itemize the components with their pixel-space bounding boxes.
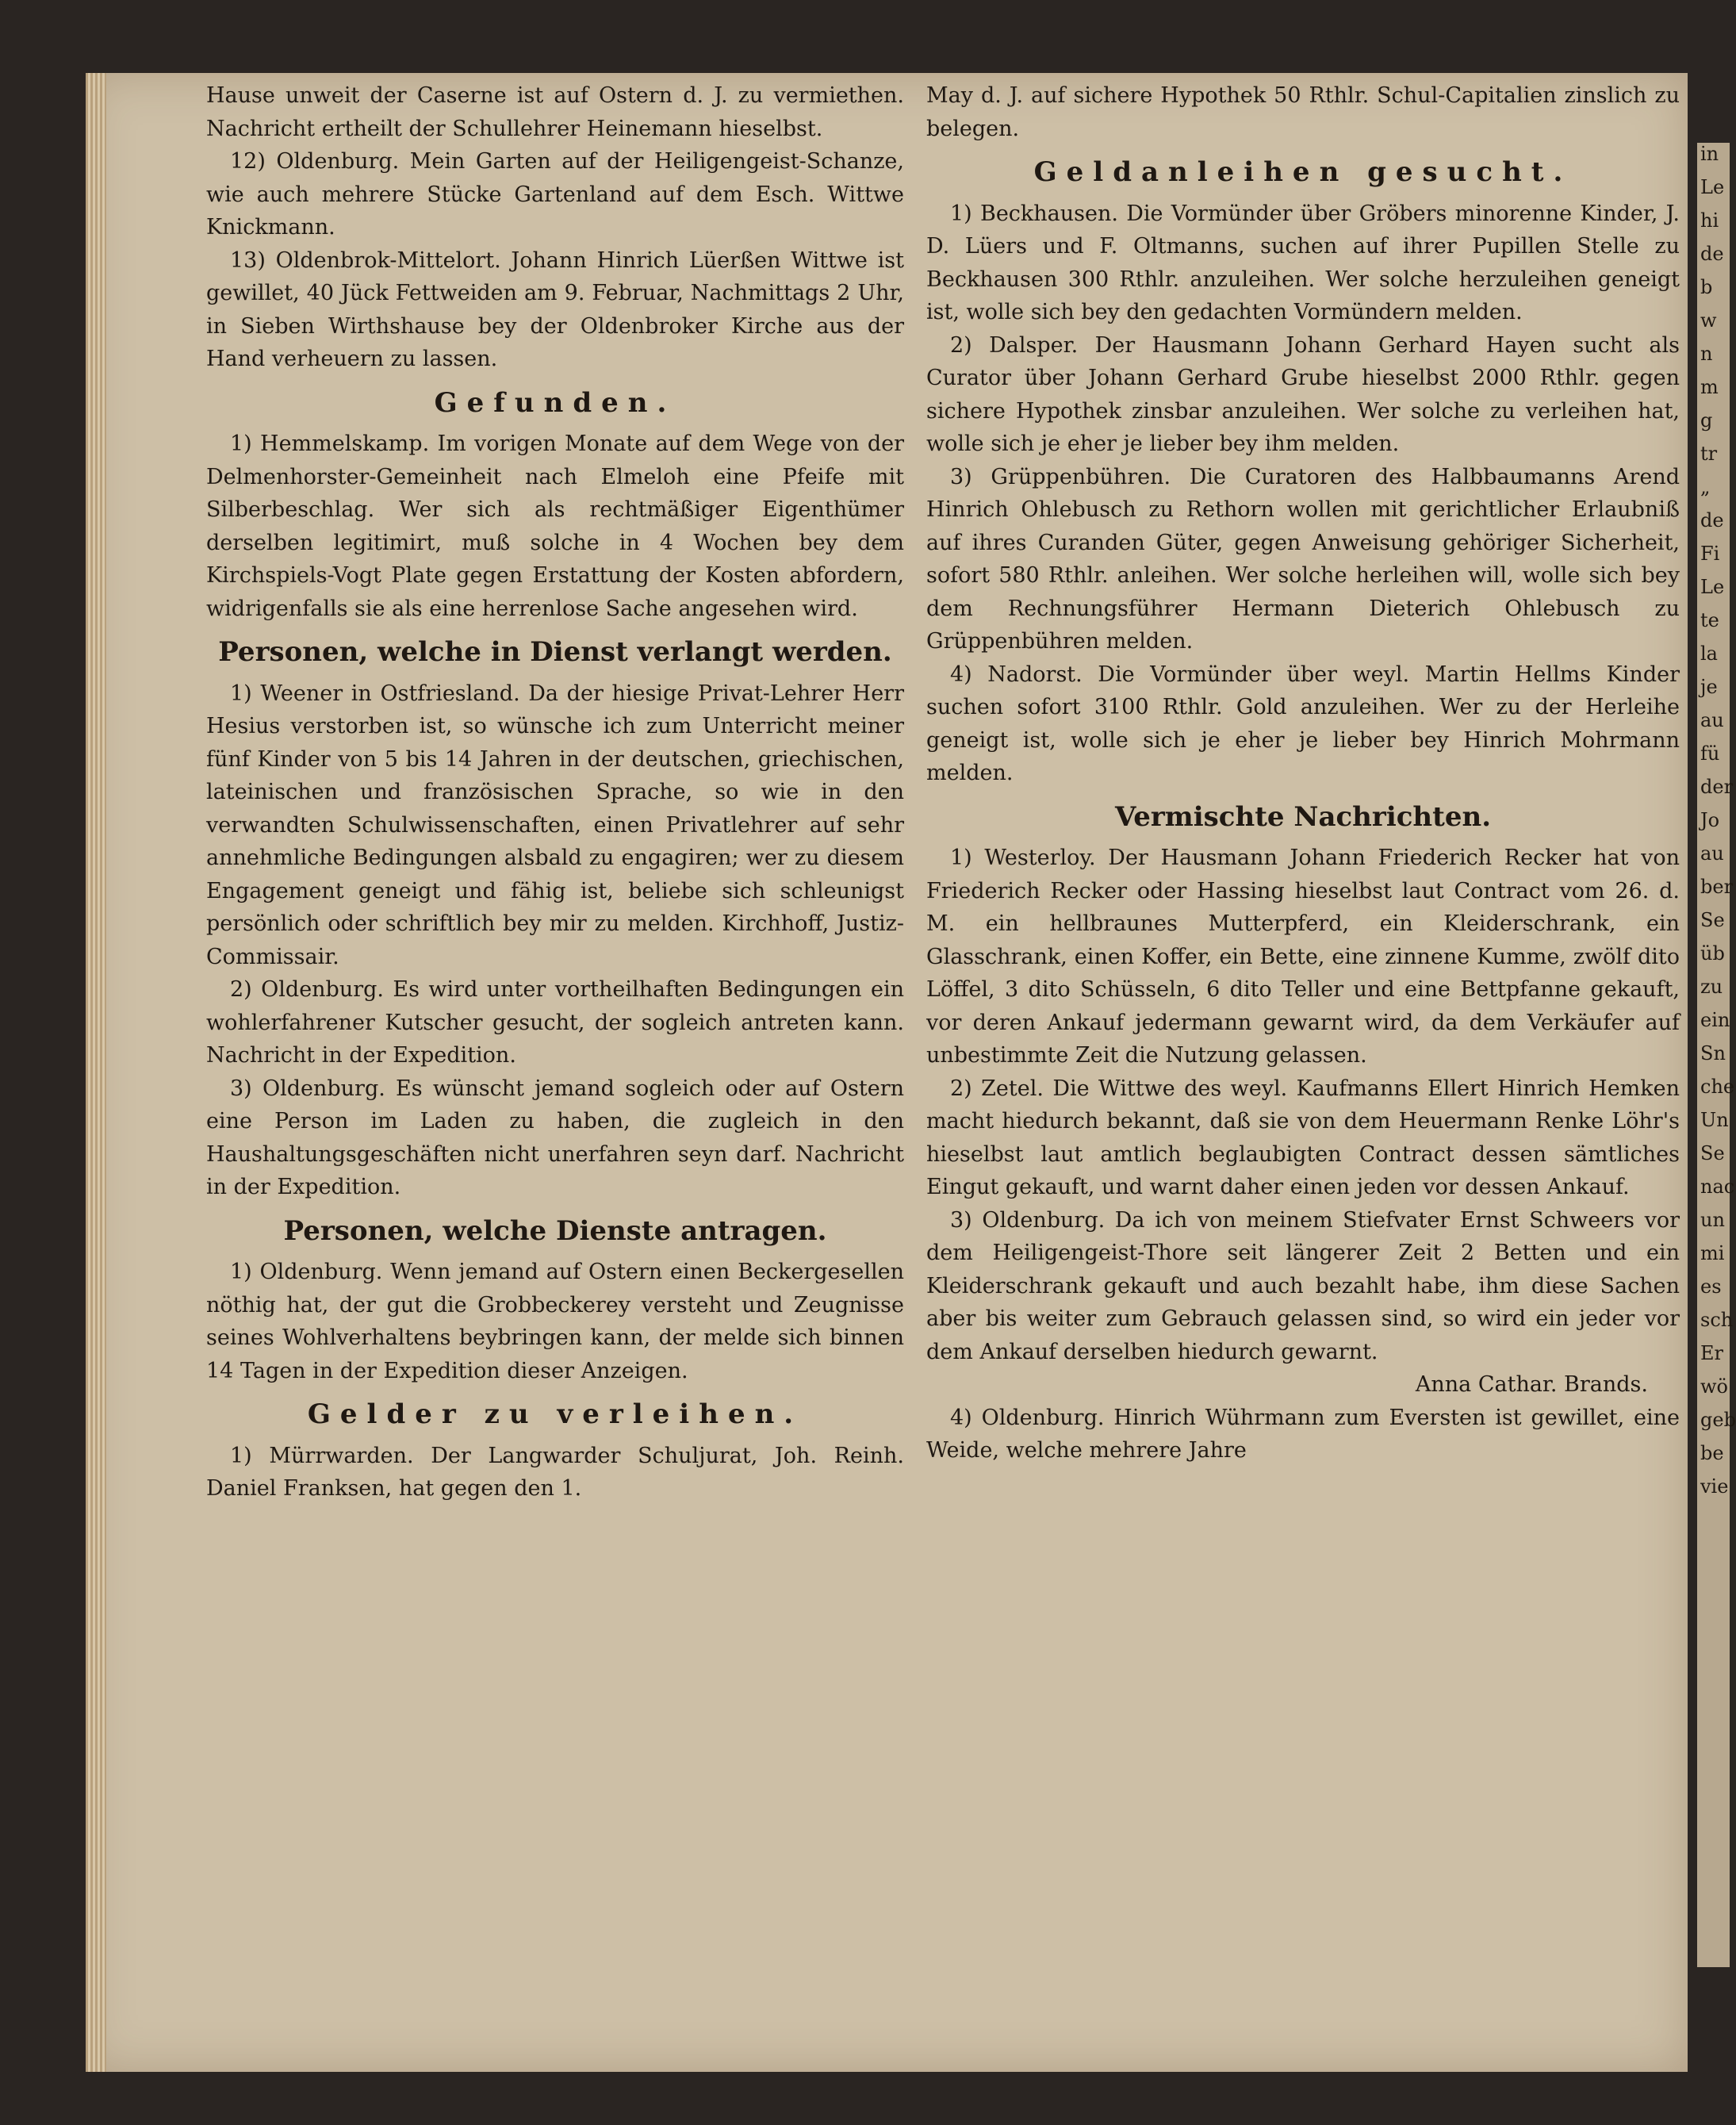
signature: Anna Cathar. Brands.: [1415, 1372, 1648, 1397]
notice-text: 1) Westerloy. Der Hausmann Johann Friederich Recker hat von Friederich Recker oder Hassing hieselbst laut Contract vom 26. d. M. ein hellbraunes Mutterpferd, ein Kleiderschrank, ein Glasschrank, einen Koffer, ein Bette, eine zinnene Kumme, zwölf dito Löffel, 3 dito Schüsseln, 6 dito Teller und eine Bettpfanne gekauft, vor deren Ankauf jedermann gewarnt wird, da dem Verkäufer auf unbestimmte Zeit die Nutzung gelassen.: [926, 846, 1680, 1068]
left-column: [206, 79, 904, 1506]
next-page-fragment: Fi: [1700, 543, 1720, 565]
next-page-fragment: che: [1700, 1076, 1735, 1098]
next-page-fragment: au: [1700, 842, 1724, 865]
next-page-fragment: Le: [1700, 176, 1725, 198]
notice-text: 2) Dalsper. Der Hausmann Johann Gerhard Hayen sucht als Curator über Johann Gerhard Grube hieselbst 2000 Rthlr. gegen sichere Hypothek zinsbar anzuleihen. Wer solche zu verleihen hat, wolle sich je eher je lieber bey ihm melden.: [926, 332, 1680, 456]
notice-text: 13) Oldenbrok-Mittelort. Johann Hinrich Lüerßen Wittwe ist gewillet, 40 Jück Fettweiden am 9. Februar, Nachmittags 2 Uhr, in Sieben Wirthshause bey der Oldenbroker Kirche aus der Hand verheuern zu lassen.: [206, 247, 904, 371]
next-page-fragment: ein: [1700, 1009, 1730, 1031]
right-column: [926, 79, 1680, 1467]
next-page-fragment: mi: [1700, 1242, 1725, 1264]
notice-text: 1) Mürrwarden. Der Langwarder Schuljurat, Joh. Reinh. Daniel Franksen, hat gegen den 1.: [206, 1443, 904, 1501]
next-page-fragment: vie: [1700, 1475, 1729, 1498]
section-heading-vermischte: Vermischte Nachrichten.: [1114, 800, 1492, 833]
next-page-fragment: ber: [1700, 876, 1734, 898]
next-page-fragment: sch: [1700, 1309, 1734, 1331]
notice-text: 2) Zetel. Die Wittwe des weyl. Kaufmanns Ellert Hinrich Hemken macht hiedurch bekannt, daß sie von dem Heuermann Renke Löhr's hieselbst laut amtlich beglaubigten Contract dessen sämtliches Eingut gekauft, und warnt daher einen jeden vor dessen Ankauf.: [926, 1076, 1680, 1199]
next-page-fragment: be: [1700, 1442, 1724, 1464]
next-page-fragment: g: [1700, 409, 1713, 432]
next-page-fragment: „: [1700, 476, 1711, 498]
next-page-fragment: de: [1700, 243, 1724, 265]
next-page-fragment: b: [1700, 276, 1713, 298]
next-page-fragment: es: [1700, 1275, 1722, 1298]
next-page-fragment: in: [1700, 143, 1719, 165]
next-page-fragment: der: [1700, 776, 1734, 798]
notice-text: 1) Beckhausen. Die Vormünder über Gröbers minorenne Kinder, J. D. Lüers und F. Oltmanns, suchen auf ihrer Pupillen Stelle zu Beckhausen 300 Rthlr. anzuleihen. Wer solche herzuleihen geneigt ist, wolle sich bey den gedachten Vormündern melden.: [926, 201, 1680, 324]
section-heading-geldanleihen: Geldanleihen gesucht.: [1033, 156, 1573, 188]
notice-text: 3) Oldenburg. Es wünscht jemand sogleich oder auf Ostern eine Person im Laden zu haben, die zugleich in den Haushaltungsgeschäften nicht unerfahren seyn darf. Nachricht in der Expedition.: [206, 1076, 904, 1199]
notice-text: 1) Oldenburg. Wenn jemand auf Ostern einen Beckergesellen nöthig hat, der gut die Grobbeckerey versteht und Zeugnisse seines Wohlverhaltens beybringen kann, der melde sich binnen 14 Tagen in der Expedition dieser Anzeigen.: [206, 1260, 904, 1383]
next-page-fragment: Er: [1700, 1342, 1723, 1364]
next-page-fragment: je: [1700, 676, 1718, 698]
next-page-fragment: wö: [1700, 1375, 1728, 1398]
next-page-fragment: Un: [1700, 1109, 1729, 1131]
next-page-fragment: Jo: [1700, 809, 1720, 831]
next-page-fragment: la: [1700, 642, 1718, 665]
notice-text: 1) Weener in Ostfriesland. Da der hiesige Privat-Lehrer Herr Hesius verstorben ist, so wünsche ich zum Unterricht meiner fünf Kinder von 5 bis 14 Jahren in der deutschen, griechischen, lateinischen und französischen Sprache, so wie in den verwandten Schulwissenschaften, einen Privatlehrer auf sehr annehmliche Bedingungen alsbald zu engagiren; wer zu diesem Engagement geneigt und fähig ist, beliebe sich schleunigst persönlich oder schriftlich bey mir zu melden. Kirchhoff, Justiz-Commissair.: [206, 681, 904, 969]
next-page-fragment: w: [1700, 309, 1717, 332]
notice-text: Hause unweit der Caserne ist auf Ostern d. J. zu vermiethen. Nachricht ertheilt der Schullehrer Heinemann hieselbst.: [206, 83, 904, 141]
notice-text: 1) Hemmelskamp. Im vorigen Monate auf dem Wege von der Delmenhorster-Gemeinheit nach Elmeloh eine Pfeife mit Silberbeschlag. Wer sich als rechtmäßiger Eigenthümer derselben legitimirt, muß solche in 4 Wochen bey dem Kirchspiels-Vogt Plate gegen Erstattung der Kosten abfordern, widrigenfalls sie als eine herrenlose Sache angesehen wird.: [206, 432, 904, 621]
notice-text: May d. J. auf sichere Hypothek 50 Rthlr. Schul-Capitalien zinslich zu belegen.: [926, 83, 1680, 141]
next-page-fragment: fü: [1700, 742, 1720, 765]
section-heading-personen-verlangt: Personen, welche in Dienst verlangt werden.: [218, 636, 892, 668]
notice-text: 2) Oldenburg. Es wird unter vortheilhaften Bedingungen ein wohlerfahrener Kutscher gesucht, der sogleich antreten kann. Nachricht in der Expedition.: [206, 977, 904, 1068]
notice-text: 4) Oldenburg. Hinrich Wührmann zum Eversten ist gewillet, eine Weide, welche mehrere Jahre: [926, 1405, 1680, 1463]
next-page-fragment: Se: [1700, 909, 1725, 931]
next-page-fragment: un: [1700, 1209, 1725, 1231]
next-page-fragment: Sn: [1700, 1042, 1726, 1064]
section-heading-personen-antragen: Personen, welche Dienste antragen.: [283, 1214, 827, 1247]
section-heading-gefunden: Gefunden.: [434, 386, 676, 419]
next-page-fragment: au: [1700, 709, 1724, 731]
page-edge: [86, 73, 106, 2072]
next-page-fragment: te: [1700, 609, 1719, 631]
next-page-fragment: Le: [1700, 576, 1725, 598]
next-page-strip: [1697, 143, 1736, 1967]
next-page-fragment: n: [1700, 343, 1713, 365]
notice-text: 4) Nadorst. Die Vormünder über weyl. Martin Hellms Kinder suchen sofort 3100 Rthlr. Gold anzuleihen. Wer zu der Herleihe geneigt ist, wolle sich je eher je lieber bey Hinrich Mohrmann melden.: [926, 662, 1680, 785]
next-page-fragment: de: [1700, 509, 1724, 531]
next-page-fragment: hi: [1700, 209, 1719, 232]
notice-text: 3) Grüppenbühren. Die Curatoren des Halbbaumanns Arend Hinrich Ohlebusch zu Rethorn wollen mit gerichtlicher Erlaubniß auf ihres Curanden Güter, gegen Anweisung gehöriger Sicherheit, sofort 580 Rthlr. anleihen. Wer solche herleihen will, wolle sich bey dem Rechnungsführer Hermann Dieterich Ohlebusch zu Grüppenbühren melden.: [926, 464, 1680, 654]
notice-text: 3) Oldenburg. Da ich von meinem Stiefvater Ernst Schweers vor dem Heiligengeist-Thore seit längerer Zeit 2 Betten und ein Kleiderschrank gekauft und auch bezahlt habe, ihm diese Sachen aber bis weiter zum Gebrauch gelassen sind, so wird ein jeder vor dem Ankauf derselben hiedurch gewarnt.: [926, 1207, 1680, 1364]
next-page-fragment: nac: [1700, 1176, 1735, 1198]
next-page-fragment: üb: [1700, 942, 1725, 965]
notice-text: 12) Oldenburg. Mein Garten auf der Heiligengeist-Schanze, wie auch mehrere Stücke Gartenland auf dem Esch. Wittwe Knickmann.: [206, 149, 904, 240]
next-page-fragment: geb: [1700, 1409, 1736, 1431]
next-page-fragment: tr: [1700, 443, 1718, 465]
next-page-fragment: Se: [1700, 1142, 1725, 1164]
next-page-fragment: zu: [1700, 976, 1723, 998]
section-heading-gelder: Gelder zu verleihen.: [307, 1398, 803, 1430]
next-page-fragment: m: [1700, 376, 1719, 398]
